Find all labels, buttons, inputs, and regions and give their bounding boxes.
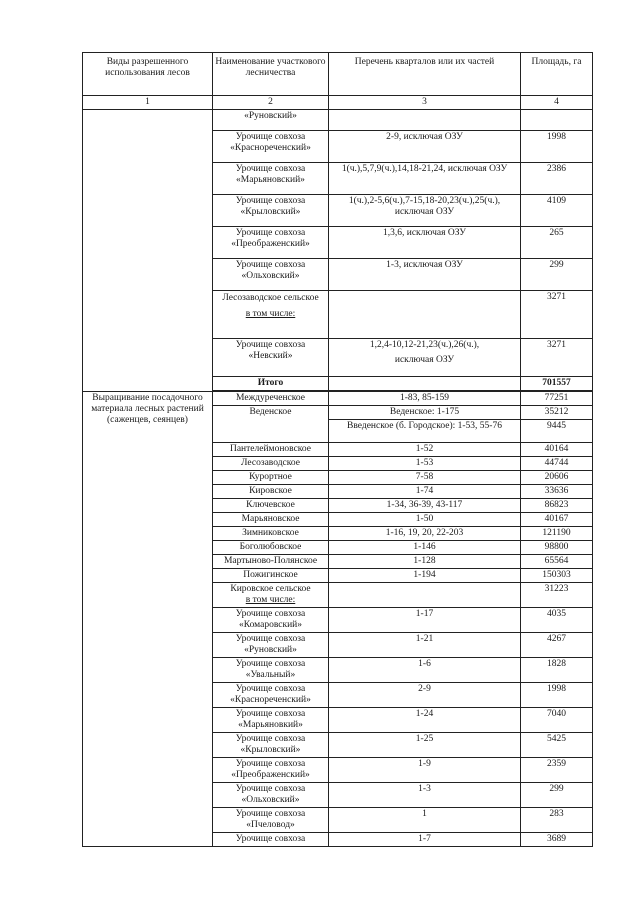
forest-use-table (82, 52, 593, 847)
area: 9445 (521, 420, 593, 443)
including-label: в том числе: (245, 595, 296, 605)
forestry-name: Марьяновское (213, 513, 329, 527)
area: 40164 (521, 443, 593, 457)
total-area: 701557 (521, 377, 593, 391)
quarters: 1-146 (329, 541, 521, 555)
area: 3271 (521, 291, 593, 339)
quarters: 1 (329, 808, 521, 833)
area: 2359 (521, 758, 593, 783)
area: 1998 (521, 131, 593, 163)
area: 77251 (521, 392, 593, 406)
forestry-name: Урочище совхоза «Руновский» (213, 633, 329, 658)
area: 1998 (521, 683, 593, 708)
area: 3689 (521, 833, 593, 847)
forestry-name: Урочище совхоза «Крыловский» (213, 733, 329, 758)
table-row (83, 392, 593, 406)
area: 265 (521, 227, 593, 259)
quarters: 1-34, 36-39, 43-117 (329, 499, 521, 513)
area: 86823 (521, 499, 593, 513)
area: 35212 (521, 406, 593, 420)
use-type-cell (83, 110, 213, 392)
including-label: в том числе: (245, 309, 296, 319)
quarters: 1-128 (329, 555, 521, 569)
quarters (329, 110, 521, 131)
quarters-line: 1,2,4-10,12-21,23(ч.),26(ч.), (369, 340, 480, 350)
column-number-row (83, 96, 593, 110)
quarters: 2-9 (329, 683, 521, 708)
area: 283 (521, 808, 593, 833)
area: 31223 (521, 583, 593, 608)
quarters: 1-9 (329, 758, 521, 783)
forestry-name: Зимниковское (213, 527, 329, 541)
header-forestry-name: Наименование участкового лесничества (213, 53, 329, 96)
area: 65564 (521, 555, 593, 569)
area: 40167 (521, 513, 593, 527)
area: 4109 (521, 195, 593, 227)
area: 7040 (521, 708, 593, 733)
quarters: 1(ч.),2-5,6(ч.),7-15,18-20,23(ч.),25(ч.), исключая ОЗУ (329, 195, 521, 227)
forestry-name: Урочище совхоза «Комаровский» (213, 608, 329, 633)
header-use-type: Виды разрешенного использования лесов (83, 53, 213, 96)
area: 44744 (521, 457, 593, 471)
area: 3271 (521, 339, 593, 377)
forestry-name: Урочище совхоза «Ольховский» (213, 783, 329, 808)
quarters (329, 377, 521, 391)
table-header-row (83, 53, 593, 96)
area: 121190 (521, 527, 593, 541)
forestry-name: «Руновский» (213, 110, 329, 131)
quarters: 1-7 (329, 833, 521, 847)
quarters: Введенское (б. Городское): 1-53, 55-76 (329, 420, 521, 443)
forestry-name: Урочище совхоза (213, 833, 329, 847)
forestry-name-text: Кировское сельское (230, 584, 311, 594)
header-quarters: Перечень кварталов или их частей (329, 53, 521, 96)
quarters: 1-17 (329, 608, 521, 633)
area: 2386 (521, 163, 593, 195)
forestry-name: Пантелеймоновское (213, 443, 329, 457)
table-row (83, 110, 593, 131)
header-area: Площадь, га (521, 53, 593, 96)
quarters: 2-9, исключая ОЗУ (329, 131, 521, 163)
quarters: 1-3 (329, 783, 521, 808)
area: 20606 (521, 471, 593, 485)
area: 4267 (521, 633, 593, 658)
quarters: 1-83, 85-159 (329, 392, 521, 406)
quarters: 1-74 (329, 485, 521, 499)
quarters: 1(ч.),5,7,9(ч.),14,18-21,24, исключая ОЗУ (329, 163, 521, 195)
quarters: 1-24 (329, 708, 521, 733)
quarters: 1-21 (329, 633, 521, 658)
area: 98800 (521, 541, 593, 555)
area: 299 (521, 783, 593, 808)
quarters: 1-6 (329, 658, 521, 683)
quarters-line: исключая ОЗУ (394, 355, 455, 365)
quarters: 1-50 (329, 513, 521, 527)
quarters: 1-53 (329, 457, 521, 471)
forestry-name: Урочище совхоза «Крыловский» (213, 195, 329, 227)
column-number: 4 (521, 96, 593, 110)
quarters (329, 339, 521, 377)
area (521, 110, 593, 131)
area: 299 (521, 259, 593, 291)
forestry-name: Веденское (213, 406, 329, 443)
forestry-name: Лесозаводское (213, 457, 329, 471)
forestry-name: Урочище совхоза «Невский» (213, 339, 329, 377)
quarters: Веденское: 1-175 (329, 406, 521, 420)
quarters: 1-194 (329, 569, 521, 583)
forestry-name: Пожигинское (213, 569, 329, 583)
area: 5425 (521, 733, 593, 758)
forestry-name: Урочище совхоза «Ольховский» (213, 259, 329, 291)
quarters: 1-16, 19, 20, 22-203 (329, 527, 521, 541)
quarters (329, 583, 521, 608)
forestry-name: Урочище совхоза «Преображенский» (213, 758, 329, 783)
area: 33636 (521, 485, 593, 499)
forestry-name: Урочище совхоза «Пчеловод» (213, 808, 329, 833)
total-label: Итого (213, 377, 329, 391)
quarters: 7-58 (329, 471, 521, 485)
forestry-name: Кировское (213, 485, 329, 499)
forestry-name: Урочище совхоза «Увальный» (213, 658, 329, 683)
column-number: 1 (83, 96, 213, 110)
quarters: 1-52 (329, 443, 521, 457)
forestry-name: Урочище совхоза «Краснореченский» (213, 131, 329, 163)
forestry-name-text: Лесозаводское сельское (222, 293, 319, 303)
use-type-cell: Выращивание посадочного материала лесных растений (саженцев, сеянцев) (83, 392, 213, 847)
forestry-name: Урочище совхоза «Марьяновский» (213, 163, 329, 195)
forestry-name (213, 583, 329, 608)
forestry-name (213, 291, 329, 339)
column-number: 3 (329, 96, 521, 110)
forestry-name: Урочище совхоза «Краснореченский» (213, 683, 329, 708)
area: 4035 (521, 608, 593, 633)
forestry-name: Мартыново-Полянское (213, 555, 329, 569)
forestry-name: Урочище совхоза «Преображенский» (213, 227, 329, 259)
quarters: 1,3,6, исключая ОЗУ (329, 227, 521, 259)
forestry-name: Курортное (213, 471, 329, 485)
quarters: 1-25 (329, 733, 521, 758)
quarters (329, 291, 521, 339)
area: 150303 (521, 569, 593, 583)
quarters: 1-3, исключая ОЗУ (329, 259, 521, 291)
forestry-name: Междуреченское (213, 392, 329, 406)
column-number: 2 (213, 96, 329, 110)
forestry-name: Ключевское (213, 499, 329, 513)
forestry-name: Боголюбовское (213, 541, 329, 555)
forestry-name: Урочище совхоза «Марьяновкий» (213, 708, 329, 733)
area: 1828 (521, 658, 593, 683)
